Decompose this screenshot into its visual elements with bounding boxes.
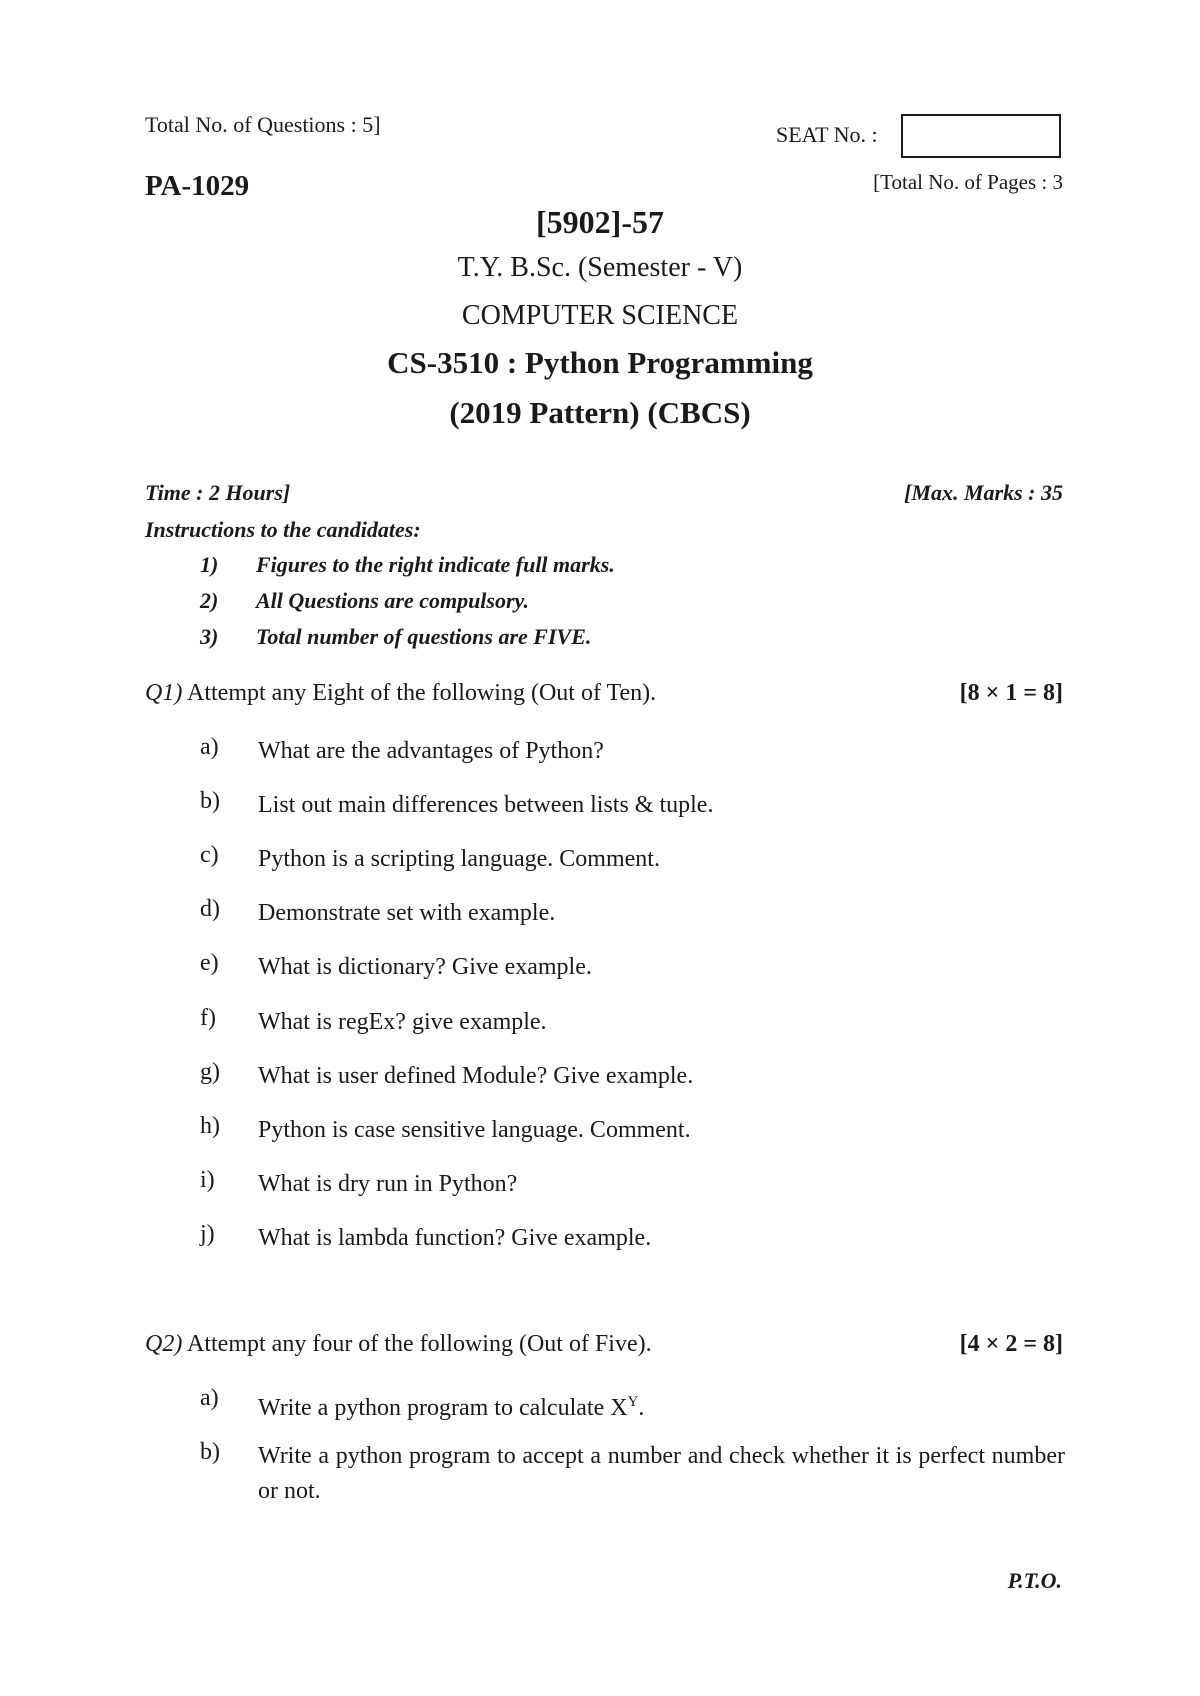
question-heading <box>145 680 656 707</box>
instruction-text: Figures to the right indicate full marks. <box>256 552 615 577</box>
question-number: Q1) <box>145 680 183 706</box>
item-text: Python is a scripting language. Comment. <box>258 846 660 872</box>
item-text: What are the advantages of Python? <box>258 738 604 764</box>
item-text: Demonstrate set with example. <box>258 900 556 926</box>
item-label: i) <box>200 1167 215 1193</box>
item-text: What is dry run in Python? <box>258 1171 518 1197</box>
item-label: b) <box>200 1439 220 1465</box>
item-text: What is regEx? give example. <box>258 1009 547 1035</box>
question-number: Q2) <box>145 1331 183 1357</box>
item-label: g) <box>200 1059 220 1085</box>
item-label: j) <box>200 1221 215 1247</box>
item-label: c) <box>200 842 219 868</box>
time-allowed: Time : 2 Hours] <box>145 480 291 505</box>
item-label: h) <box>200 1113 220 1139</box>
page-turn-over: P.T.O. <box>1007 1568 1062 1593</box>
course-title: T.Y. B.Sc. (Semester - V) <box>457 252 743 283</box>
item-text: What is user defined Module? Give example. <box>258 1063 694 1089</box>
paper-reference: PA-1029 <box>145 170 250 202</box>
item-text <box>258 1385 1065 1426</box>
item-text: Python is case sensitive language. Comment. <box>258 1117 691 1143</box>
item-label: a) <box>200 1385 219 1411</box>
pattern-title: (2019 Pattern) (CBCS) <box>449 395 751 430</box>
item-text: What is lambda function? Give example. <box>258 1225 652 1251</box>
item-text-main: Write a python program to calculate X <box>258 1395 628 1421</box>
question-marks: [4 × 2 = 8] <box>959 1331 1063 1357</box>
exam-code: [5902]-57 <box>536 204 664 240</box>
total-questions: Total No. of Questions : 5] <box>145 112 381 137</box>
item-text: What is dictionary? Give example. <box>258 954 592 980</box>
seat-number-label: SEAT No. : <box>776 122 878 147</box>
superscript: Y <box>627 1394 639 1410</box>
item-label: f) <box>200 1005 216 1031</box>
item-text: List out main differences between lists & tuple. <box>258 792 714 818</box>
seat-number-box <box>901 114 1061 158</box>
item-label: a) <box>200 734 219 760</box>
instruction-number: 1) <box>200 552 219 577</box>
question-text: Attempt any four of the following (Out of Five). <box>187 1331 652 1357</box>
question-marks: [8 × 1 = 8] <box>959 680 1063 706</box>
item-label: b) <box>200 788 220 814</box>
item-text-end: . <box>638 1395 645 1421</box>
max-marks: [Max. Marks : 35 <box>904 480 1063 505</box>
instruction-text: All Questions are compulsory. <box>256 588 529 613</box>
instructions-heading: Instructions to the candidates: <box>145 517 421 542</box>
instruction-number: 3) <box>200 624 219 649</box>
instruction-text: Total number of questions are FIVE. <box>256 624 592 649</box>
subject-title: COMPUTER SCIENCE <box>461 300 739 331</box>
instruction-number: 2) <box>200 588 219 613</box>
item-label: d) <box>200 896 220 922</box>
total-pages: [Total No. of Pages : 3 <box>873 170 1063 194</box>
question-text: Attempt any Eight of the following (Out of Ten). <box>187 680 657 706</box>
paper-title: CS-3510 : Python Programming <box>387 345 813 380</box>
item-label: e) <box>200 950 219 976</box>
question-heading <box>145 1331 652 1358</box>
item-text: Write a python program to accept a number and check whether it is perfect number or not. <box>258 1443 1065 1504</box>
